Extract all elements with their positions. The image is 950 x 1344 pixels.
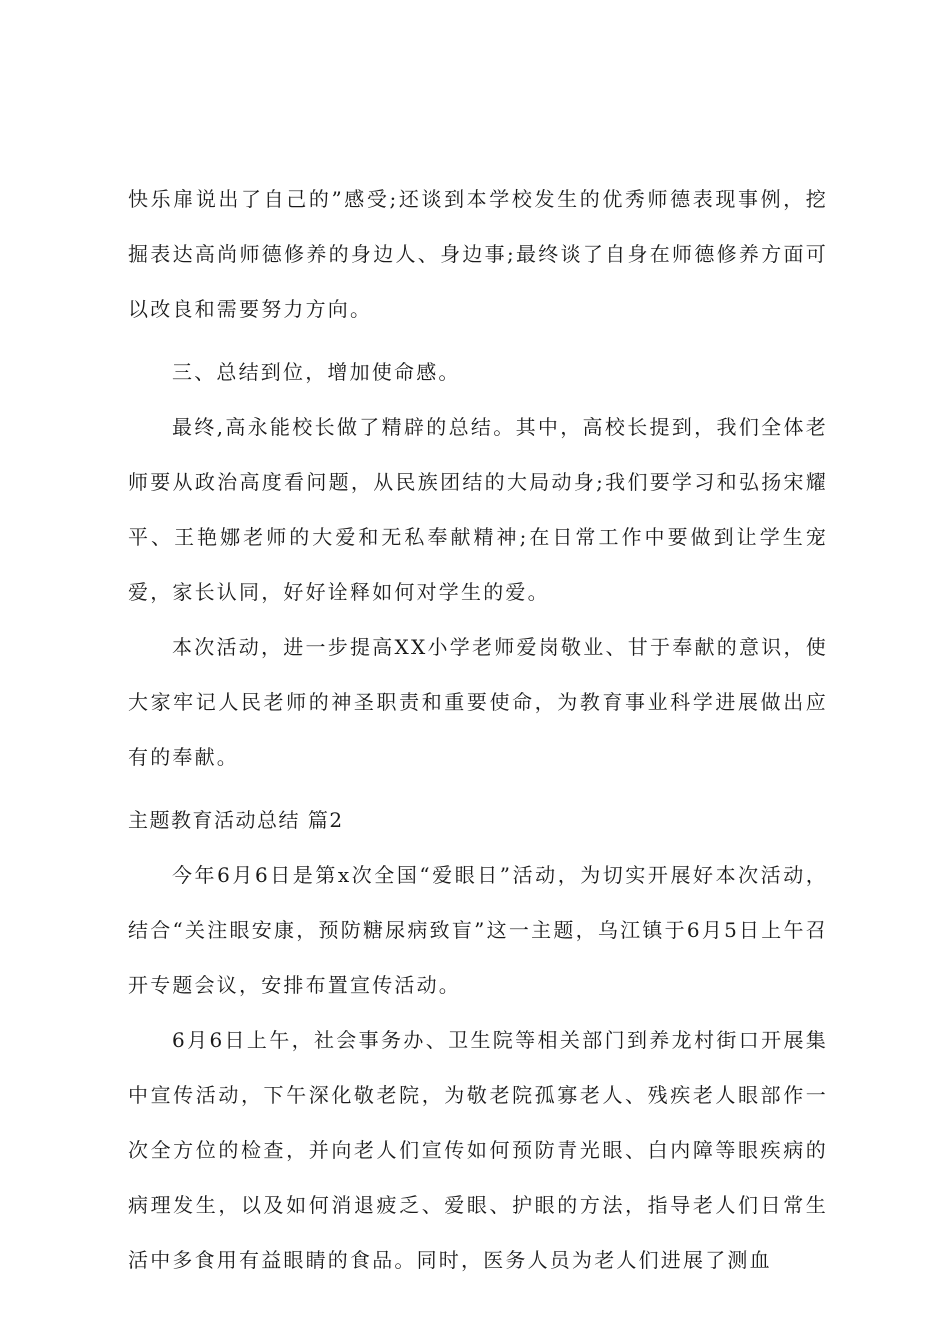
paragraph-section-intro: 今年6月6日是第x次全国“爱眼日”活动，为切实开展好本次活动，结合“关注眼安康，预防糖尿病致盲”这一主题，乌江镇于6月5日上午召开专题会议，安排布置宣传活动。 [128,863,828,997]
section-heading: 主题教育活动总结 篇2 [128,808,344,832]
paragraph-section-body: 6月6日上午，社会事务办、卫生院等相关部门到养龙村街口开展集中宣传活动，下午深化敬老院，为敬老院孤寡老人、残疾老人眼部作一次全方位的检查，并向老人们宣传如何预防青光眼、白内障等眼疾病的病理发生，以及如何消退疲乏、爱眼、护眼的方法，指导老人们日常生活中多食用有益眼睛的食品。同时，医务人员为老人们进展了测血 [128,1028,828,1272]
paragraph-summary: 最终,高永能校长做了精辟的总结。其中，高校长提到，我们全体老师要从政治高度看问题，从民族团结的大局动身;我们要学习和弘扬宋耀平、王艳娜老师的大爱和无私奉献精神;在日常工作中要做到让学生宠爱，家长认同，好好诠释如何对学生的爱。 [128,415,828,604]
paragraph-continuation: 快乐扉说出了自己的”感受;还谈到本学校发生的优秀师德表现事例，挖掘表达高尚师德修养的身边人、身边事;最终谈了自身在师德修养方面可以改良和需要努力方向。 [128,187,828,321]
paragraph-conclusion: 本次活动，进一步提高XX小学老师爱岗敬业、甘于奉献的意识，使大家牢记人民老师的神圣职责和重要使命，为教育事业科学进展做出应有的奉献。 [128,635,828,769]
paragraph-subheading: 三、总结到位，增加使命感。 [172,360,461,384]
document-body [128,172,828,1288]
